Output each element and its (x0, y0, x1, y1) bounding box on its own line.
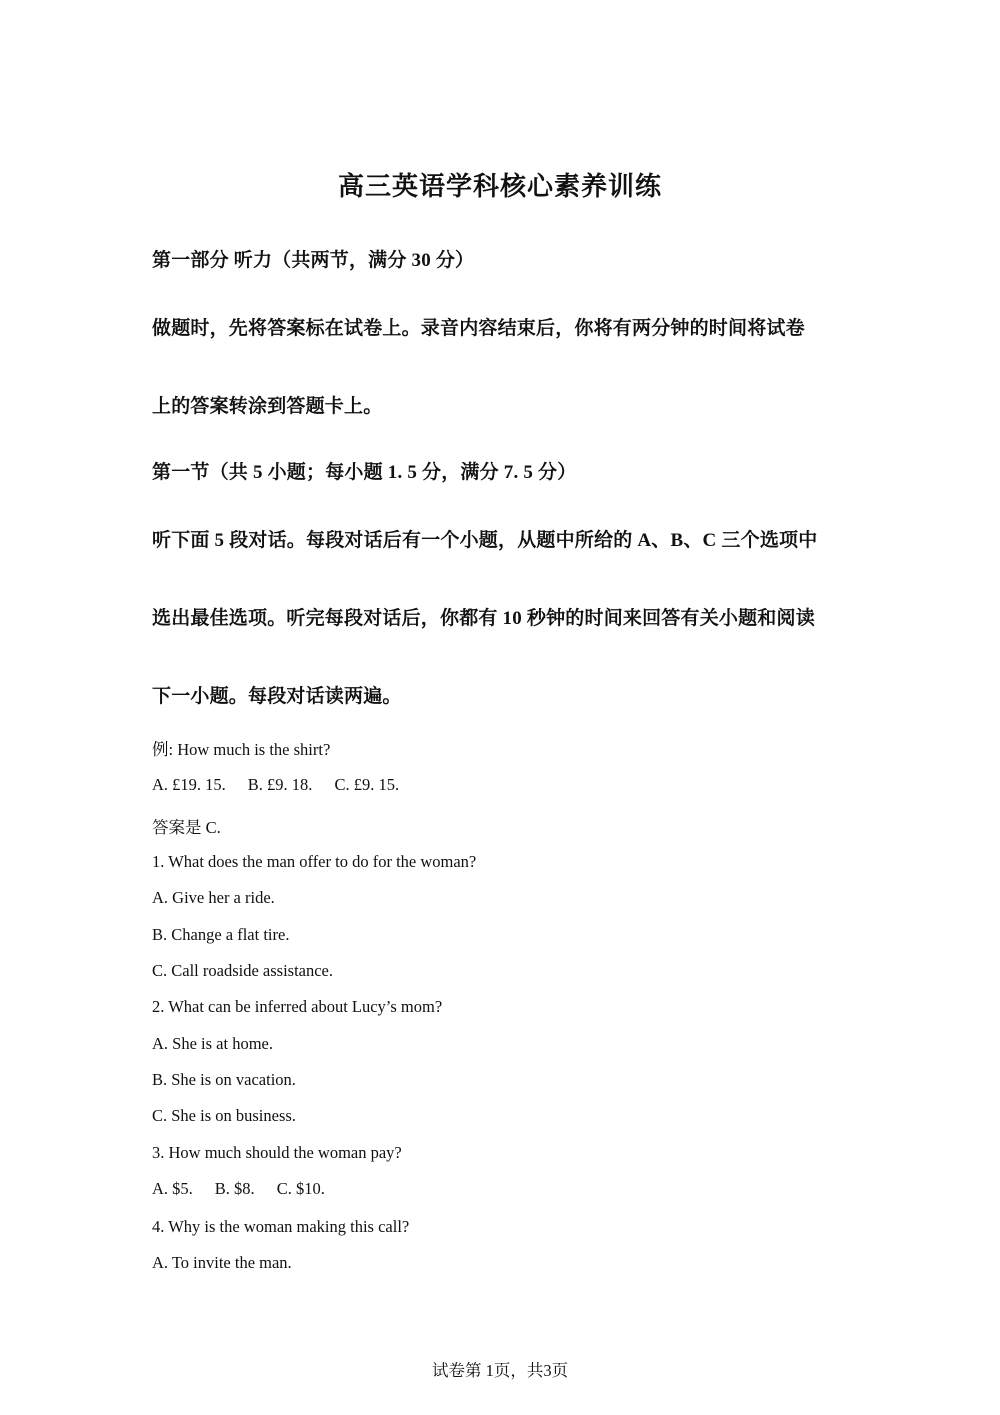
question-3-option-a: A. $5. (152, 1179, 193, 1198)
question-3-option-c: C. $10. (276, 1179, 325, 1198)
question-1-option-a: A. Give her a ride. (152, 888, 275, 907)
example-option-b: B. £9. 18. (247, 775, 313, 794)
example-answer: 答案是 C. (152, 818, 221, 837)
example-question: 例: How much is the shirt? (152, 740, 331, 759)
question-1-option-c: C. Call roadside assistance. (152, 961, 334, 980)
example-option-c: C. £9. 15. (334, 775, 400, 794)
question-3-options (152, 1179, 347, 1199)
question-2-stem: 2. What can be inferred about Lucy’s mom? (152, 997, 443, 1016)
question-4-option-a: A. To invite the man. (152, 1253, 292, 1272)
question-2-option-a: A. She is at home. (152, 1034, 273, 1053)
section1-instruction-line2: 选出最佳选项。听完每段对话后，你都有 10 秒钟的时间来回答有关小题和阅读 (152, 608, 815, 629)
part1-instruction-line2: 上的答案转涂到答题卡上。 (152, 396, 383, 417)
example-options (152, 775, 421, 795)
page-title: 高三英语学科核心素养训练 (337, 172, 662, 201)
question-3-stem: 3. How much should the woman pay? (152, 1143, 402, 1162)
part1-heading: 第一部分 听力（共两节，满分 30 分） (152, 250, 475, 271)
question-1-option-b: B. Change a flat tire. (152, 925, 290, 944)
section1-instruction-line1: 听下面 5 段对话。每段对话后有一个小题，从题中所给的 A、B、C 三个选项中 (152, 530, 818, 551)
question-1-stem: 1. What does the man offer to do for the woman? (152, 852, 477, 871)
question-2-option-c: C. She is on business. (152, 1106, 296, 1125)
question-2-option-b: B. She is on vacation. (152, 1070, 296, 1089)
section1-heading: 第一节（共 5 小题；每小题 1. 5 分，满分 7. 5 分） (152, 462, 577, 483)
section1-instruction-line3: 下一小题。每段对话读两遍。 (152, 686, 402, 707)
part1-instruction-line1: 做题时，先将答案标在试卷上。录音内容结束后，你将有两分钟的时间将试卷 (152, 318, 805, 339)
question-4-stem: 4. Why is the woman making this call? (152, 1217, 410, 1236)
question-3-option-b: B. $8. (214, 1179, 255, 1198)
page-footer: 试卷第 1页，共3页 (431, 1361, 569, 1380)
example-option-a: A. £19. 15. (152, 775, 226, 794)
